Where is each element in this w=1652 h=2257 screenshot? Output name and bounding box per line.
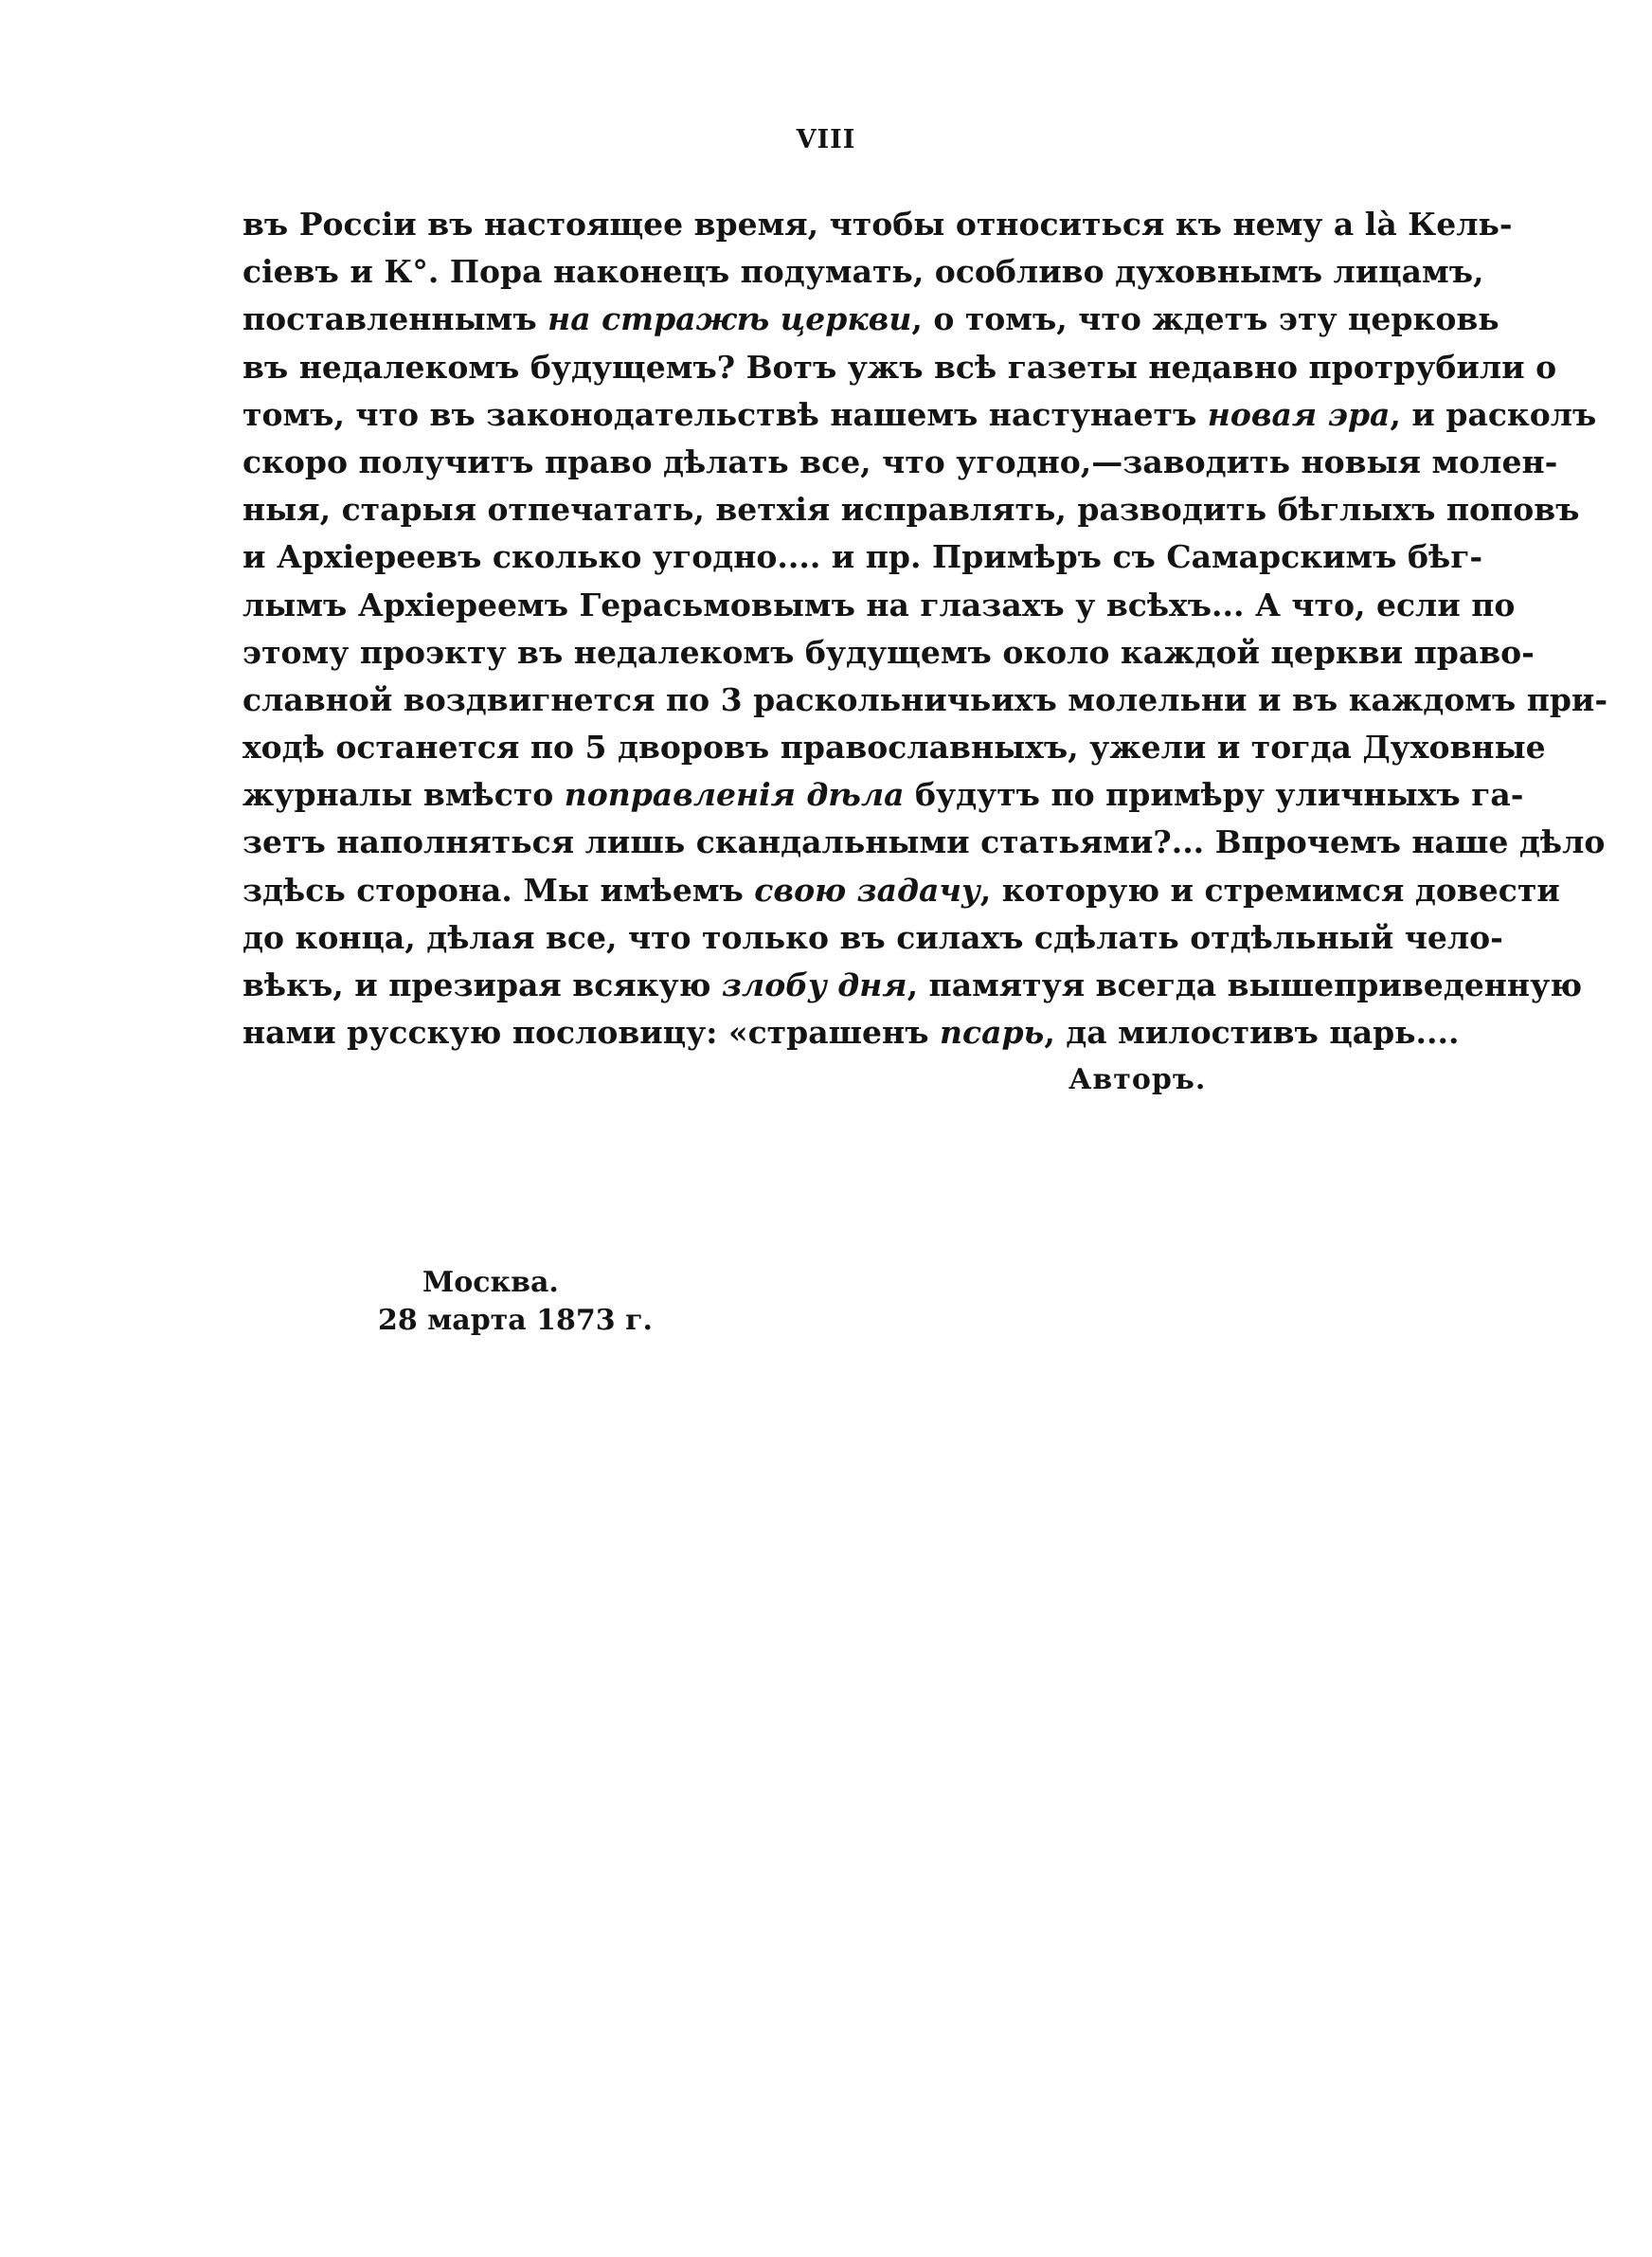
text-segment: лымъ Архіереемъ Герасьмовымъ на глазахъ у всѣхъ... А что, если по [242,586,1516,623]
text-segment: зетъ наполняться лишь скандальными статьями?... Впрочемъ наше дѣло [242,823,1606,861]
text-segment: этому проэкту въ недалекомъ будущемъ около каждой церкви право- [242,633,1535,671]
text-line [242,582,1516,629]
italic-phrase: псарь [940,1014,1045,1052]
text-segment: до конца, дѣлая все, что только въ силахъ сдѣлать отдѣльный чело- [242,918,1503,956]
text-segment: сіевъ и К°. Пора наконецъ подумать, особливо духовнымъ лицамъ, [242,253,1484,291]
text-segment: томъ, что въ законодательствѣ нашемъ настунаетъ [242,395,1208,433]
body-text [242,201,1608,1056]
text-line [242,296,1499,343]
text-line [242,201,1513,248]
text-line [242,533,1483,581]
text-segment: , да милостивъ царь.... [1044,1014,1460,1052]
author-signature: Авторъ. [1068,1063,1207,1096]
text-segment: вѣкъ, и презирая всякую [242,966,722,1003]
text-line [242,439,1558,486]
text-line [242,724,1546,771]
date-line: 28 марта 1873 г. [378,1304,653,1337]
text-segment: будутъ по примѣру уличныхъ га- [904,776,1524,814]
text-line [242,771,1524,819]
text-segment: , памятуя всегда вышеприведенную [907,966,1583,1003]
text-segment: въ недалекомъ будущемъ? Вотъ ужъ всѣ газеты недавно протрубили о [242,348,1557,386]
page-number: VIII [796,125,856,154]
text-segment: и Архіереевъ сколько угодно.... и пр. Примѣръ съ Самарскимъ бѣг- [242,538,1483,576]
text-segment: въ Россіи въ настоящее время, чтобы относиться къ нему a là Кель- [242,206,1513,243]
text-segment: ныя, старыя отпечатать, ветхія исправлять, разводить бѣглыхъ поповъ [242,491,1580,529]
text-segment: нами русскую пословицу: «страшенъ [242,1014,940,1052]
text-line [242,867,1560,914]
text-line [242,819,1606,866]
text-line [242,486,1580,533]
italic-phrase: поправленія дѣла [564,776,905,814]
text-line [242,344,1557,391]
text-segment: славной воздвигнется по 3 раскольничьихъ молельни и въ каждомъ при- [242,680,1608,718]
text-segment: здѣсь сторона. Мы имѣемъ [242,871,755,909]
text-line [242,248,1484,296]
text-line [242,962,1583,1009]
text-segment: журналы вмѣсто [242,776,565,814]
place-line: Москва. [422,1266,559,1299]
text-segment: , о томъ, что ждетъ эту церковь [911,300,1499,338]
text-line [242,914,1503,962]
text-segment: скоро получитъ право дѣлать все, что угодно,—заводить новыя молен- [242,442,1558,480]
text-segment: , и расколъ [1390,395,1597,433]
text-line [242,391,1597,439]
text-segment: поставленнымъ [242,300,548,338]
text-segment: , которую и стремимся довести [979,871,1560,909]
text-line [242,629,1535,677]
italic-phrase: на стражѣ церкви [548,300,912,338]
italic-phrase: злобу дня [722,966,907,1003]
text-line [242,1009,1460,1056]
text-segment: ходѣ останется по 5 дворовъ православныхъ, ужели и тогда Духовные [242,729,1546,767]
italic-phrase: новая эра [1207,395,1391,433]
text-line [242,677,1608,724]
italic-phrase: свою задачу [754,871,980,909]
